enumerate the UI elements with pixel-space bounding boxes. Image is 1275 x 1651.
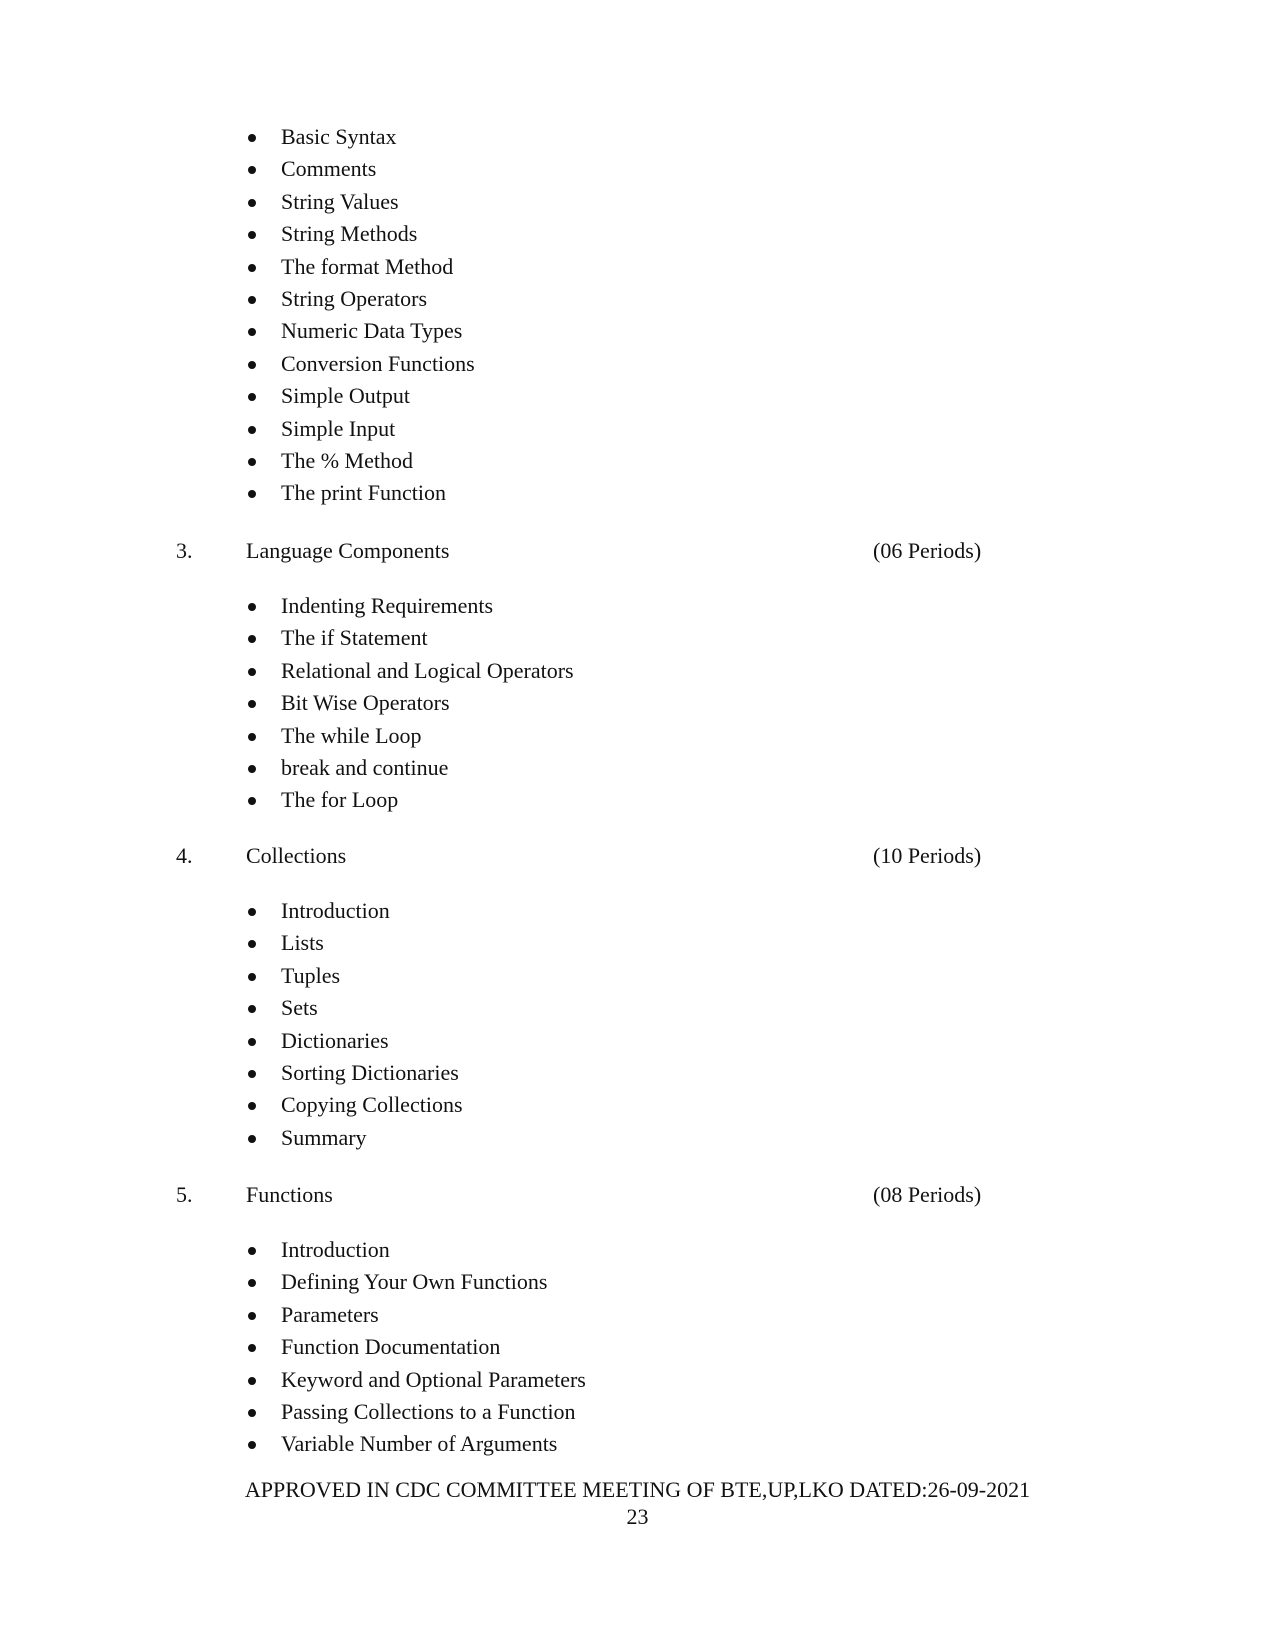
bullet-icon [248, 296, 256, 304]
section-number: 5. [176, 1182, 193, 1207]
section-heading [176, 535, 996, 567]
list-item: Sets [245, 992, 463, 1024]
list-item: Comments [245, 153, 475, 185]
list-item: Basic Syntax [245, 121, 475, 153]
list-item: Dictionaries [245, 1025, 463, 1057]
section-heading [176, 840, 996, 872]
list-item: Function Documentation [245, 1331, 586, 1363]
bullet-icon [248, 426, 256, 434]
section-periods: (10 Periods) [873, 843, 982, 868]
bullet-icon [248, 393, 256, 401]
list-item: The for Loop [245, 784, 574, 816]
list-item: Simple Output [245, 380, 475, 412]
section-number: 3. [176, 538, 193, 563]
bullet-icon [248, 490, 256, 498]
bullet-icon [248, 1441, 256, 1449]
list-item: String Values [245, 186, 475, 218]
list-item: The print Function [245, 477, 475, 509]
list-item: Tuples [245, 960, 463, 992]
list-item: String Methods [245, 218, 475, 250]
bullet-icon [248, 328, 256, 336]
bullet-icon [248, 1038, 256, 1046]
list-item: Numeric Data Types [245, 315, 475, 347]
section-title: Functions [246, 1182, 333, 1207]
bullet-icon [248, 1102, 256, 1110]
section-heading [176, 1179, 996, 1211]
bullet-icon [248, 1005, 256, 1013]
bullet-icon [248, 1312, 256, 1320]
bullet-icon [248, 1135, 256, 1143]
list-item: Keyword and Optional Parameters [245, 1364, 586, 1396]
bullet-icon [248, 458, 256, 466]
list-item: Defining Your Own Functions [245, 1266, 586, 1298]
list-item: Bit Wise Operators [245, 687, 574, 719]
bullet-icon [248, 166, 256, 174]
bullet-icon [248, 797, 256, 805]
bullet-icon [248, 603, 256, 611]
list-item: The format Method [245, 251, 475, 283]
bullet-icon [248, 199, 256, 207]
section-title: Collections [246, 843, 347, 868]
list-item: String Operators [245, 283, 475, 315]
section-topic-list [245, 590, 574, 817]
bullet-icon [248, 940, 256, 948]
bullet-icon [248, 1377, 256, 1385]
section-periods: (08 Periods) [873, 1182, 982, 1207]
list-item: Indenting Requirements [245, 590, 574, 622]
list-item: Simple Input [245, 413, 475, 445]
bullet-icon [248, 264, 256, 272]
page-number: 23 [626, 1504, 649, 1529]
section-topic-list [245, 1234, 586, 1461]
bullet-icon [248, 668, 256, 676]
list-item: The if Statement [245, 622, 574, 654]
bullet-icon [248, 733, 256, 741]
bullet-icon [248, 231, 256, 239]
topic-list-continued [245, 121, 475, 510]
list-item: Relational and Logical Operators [245, 655, 574, 687]
bullet-icon [248, 1247, 256, 1255]
section-title: Language Components [246, 538, 450, 563]
list-item: Lists [245, 927, 463, 959]
bullet-icon [248, 361, 256, 369]
list-item: The % Method [245, 445, 475, 477]
bullet-icon [248, 1409, 256, 1417]
bullet-icon [248, 700, 256, 708]
bullet-icon [248, 973, 256, 981]
bullet-icon [248, 1279, 256, 1287]
bullet-icon [248, 908, 256, 916]
list-item: Conversion Functions [245, 348, 475, 380]
section-topic-list [245, 895, 463, 1154]
list-item: Copying Collections [245, 1089, 463, 1121]
list-item: Introduction [245, 1234, 586, 1266]
list-item: The while Loop [245, 720, 574, 752]
list-item: Summary [245, 1122, 463, 1154]
list-item: Introduction [245, 895, 463, 927]
list-item: Parameters [245, 1299, 586, 1331]
list-item: Sorting Dictionaries [245, 1057, 463, 1089]
list-item: break and continue [245, 752, 574, 784]
list-item: Passing Collections to a Function [245, 1396, 586, 1428]
bullet-icon [248, 765, 256, 773]
bullet-icon [248, 134, 256, 142]
bullet-icon [248, 1070, 256, 1078]
list-item: Variable Number of Arguments [245, 1428, 586, 1460]
bullet-icon [248, 635, 256, 643]
bullet-icon [248, 1344, 256, 1352]
approval-footer: APPROVED IN CDC COMMITTEE MEETING OF BTE,UP,LKO DATED:26-09-2021 [244, 1477, 1031, 1502]
section-periods: (06 Periods) [873, 538, 982, 563]
section-number: 4. [176, 843, 193, 868]
